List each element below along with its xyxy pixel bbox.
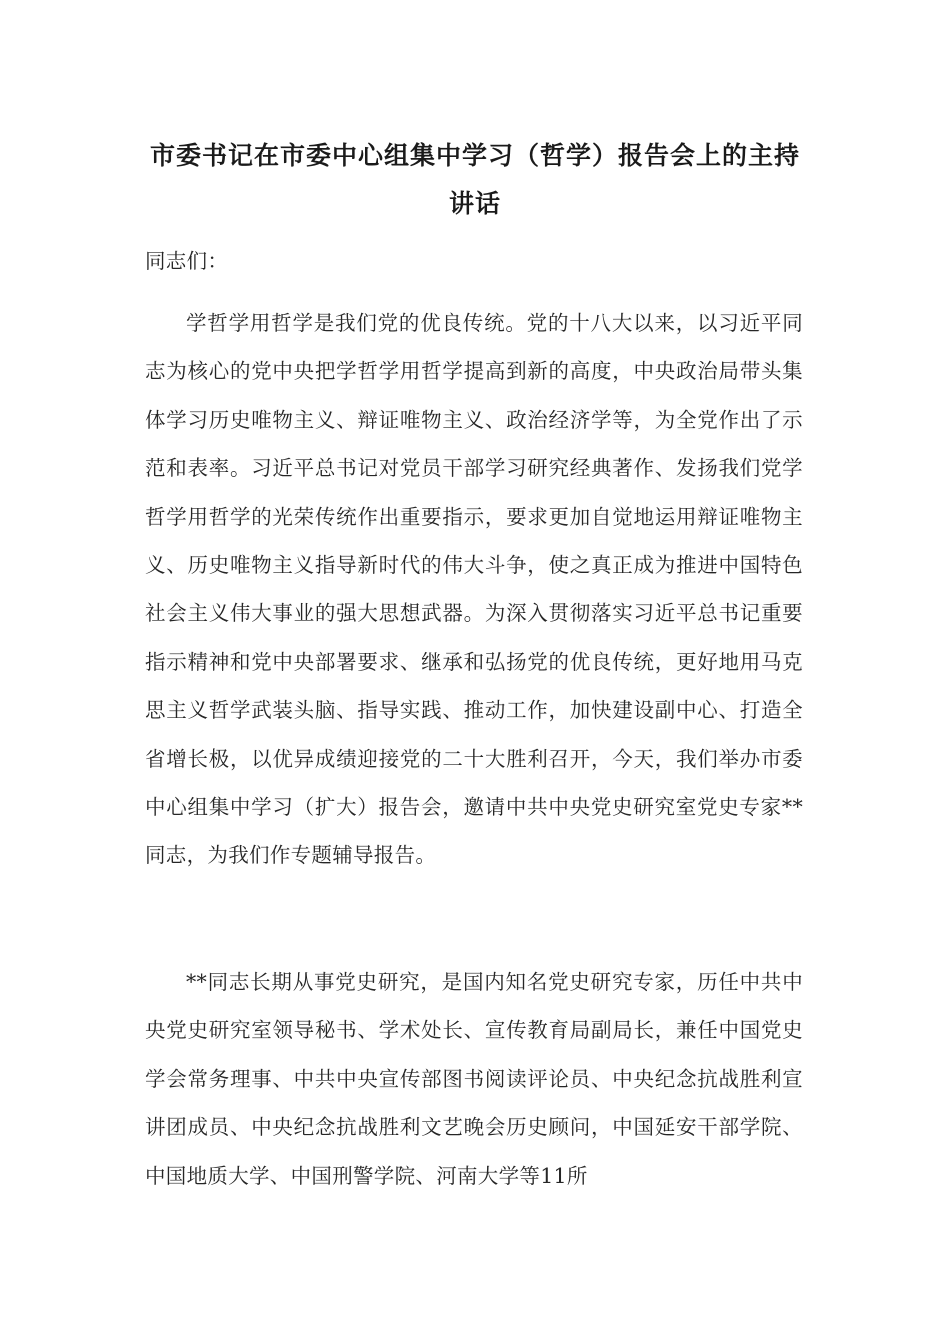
document-title: 市委书记在市委中心组集中学习（哲学）报告会上的主持讲话 <box>149 141 800 218</box>
paragraph-2: **同志长期从事党史研究，是国内知名党史研究专家，历任中共中央党史研究室领导秘书、学术处长、宣传教育局副局长，兼任中国党史学会常务理事、中共中央宣传部图书阅读评论员、中央纪念抗战胜利宣讲团成员、中央纪念抗战胜利文艺晚会历史顾问，中国延安干部学院、中国地质大学、中国刑警学院、河南大学等11所 <box>145 970 803 1188</box>
paragraph-1: 学哲学用哲学是我们党的优良传统。党的十八大以来，以习近平同志为核心的党中央把学哲学用哲学提高到新的高度，中央政治局带头集体学习历史唯物主义、辩证唯物主义、政治经济学等，为全党作出了示范和表率。习近平总书记对党员干部学习研究经典著作、发扬我们党学哲学用哲学的光荣传统作出重要指示，要求更加自觉地运用辩证唯物主义、历史唯物主义指导新时代的伟大斗争，使之真正成为推进中国特色社会主义伟大事业的强大思想武器。为深入贯彻落实习近平总书记重要指示精神和党中央部署要求、继承和弘扬党的优良传统，更好地用马克思主义哲学武装头脑、指导实践、推动工作，加快建设副中心、打造全省增长极，以优异成绩迎接党的二十大胜利召开，今天，我们举办市委中心组集中学习（扩大）报告会，邀请中共中央党史研究室党史专家**同志，为我们作专题辅导报告。 <box>145 311 803 868</box>
salutation: 同志们： <box>145 249 229 273</box>
